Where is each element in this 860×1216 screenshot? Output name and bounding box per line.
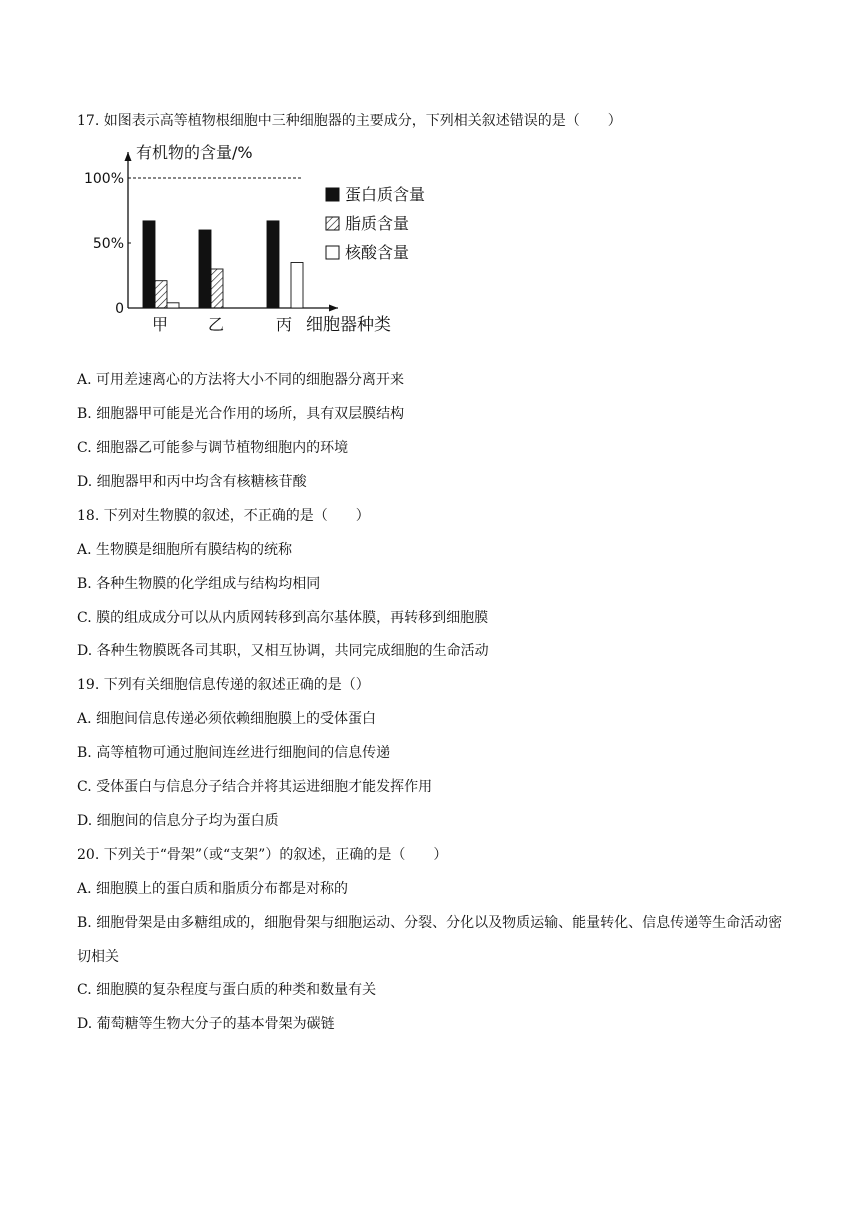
q17-option-a: A. 可用差速离心的方法将大小不同的细胞器分离开来 bbox=[77, 372, 405, 388]
bar-蛋白质含量-丙 bbox=[267, 221, 279, 308]
y-axis-label: 有机物的含量/% bbox=[136, 143, 253, 162]
y-tick-label: 0 bbox=[115, 301, 124, 317]
y-tick-label: 100% bbox=[83, 171, 124, 187]
x-axis-label: 细胞器种类 bbox=[306, 315, 391, 335]
q19-option-c: C. 受体蛋白与信息分子结合并将其运进细胞才能发挥作用 bbox=[77, 779, 433, 795]
x-axis-arrow-icon bbox=[329, 305, 338, 312]
q19-option-b: B. 高等植物可通过胞间连丝进行细胞间的信息传递 bbox=[77, 745, 391, 761]
q20-option-d: D. 葡萄糖等生物大分子的基本骨架为碳链 bbox=[77, 1016, 335, 1032]
bar-脂质含量-甲 bbox=[155, 281, 167, 308]
q18-option-c: C. 膜的组成成分可以从内质网转移到高尔基体膜，再转移到细胞膜 bbox=[77, 610, 489, 626]
x-category-label: 甲 bbox=[151, 315, 169, 334]
legend-label: 脂质含量 bbox=[345, 214, 410, 233]
q20-option-a: A. 细胞膜上的蛋白质和脂质分布都是对称的 bbox=[77, 881, 349, 897]
q18-option-d: D. 各种生物膜既各司其职，又相互协调，共同完成细胞的生命活动 bbox=[77, 643, 489, 659]
legend-swatch bbox=[326, 217, 339, 230]
bar-脂质含量-乙 bbox=[211, 269, 223, 308]
q17-option-b: B. 细胞器甲可能是光合作用的场所，具有双层膜结构 bbox=[77, 406, 405, 422]
q20-option-c: C. 细胞膜的复杂程度与蛋白质的种类和数量有关 bbox=[77, 982, 377, 998]
bar-核酸含量-丙 bbox=[291, 263, 303, 309]
q19-option-d: D. 细胞间的信息分子均为蛋白质 bbox=[77, 813, 279, 829]
y-axis-arrow-icon bbox=[125, 152, 132, 161]
legend-swatch bbox=[326, 188, 339, 201]
bar-蛋白质含量-甲 bbox=[143, 221, 155, 308]
y-tick-label: 50% bbox=[92, 236, 124, 252]
q18-option-b: B. 各种生物膜的化学组成与结构均相同 bbox=[77, 576, 321, 592]
q19-option-a: A. 细胞间信息传递必须依赖细胞膜上的受体蛋白 bbox=[77, 711, 377, 727]
q18-option-a: A. 生物膜是细胞所有膜结构的统称 bbox=[77, 542, 293, 558]
x-category-label: 乙 bbox=[207, 315, 225, 334]
q17-stem: 17. 如图表示高等植物根细胞中三种细胞器的主要成分，下列相关叙述错误的是（ ） bbox=[77, 113, 622, 129]
q19-stem: 19. 下列有关细胞信息传递的叙述正确的是（） bbox=[77, 677, 370, 693]
q17-option-c: C. 细胞器乙可能参与调节植物细胞内的环境 bbox=[77, 440, 349, 456]
legend-swatch bbox=[326, 246, 339, 259]
q17-bar-chart bbox=[70, 140, 450, 340]
q17-option-d: D. 细胞器甲和丙中均含有核糖核苷酸 bbox=[77, 474, 307, 490]
q20-option-b: B. 细胞骨架是由多糖组成的，细胞骨架与细胞运动、分裂、分化以及物质运输、能量转化、信息传递等生命活动密切相关 bbox=[77, 915, 783, 965]
q20-stem: 20. 下列关于“骨架”（或“支架”）的叙述，正确的是（ ） bbox=[77, 847, 448, 863]
bar-蛋白质含量-乙 bbox=[199, 230, 211, 308]
x-category-label: 丙 bbox=[275, 315, 293, 334]
legend-label: 蛋白质含量 bbox=[345, 185, 426, 204]
legend-label: 核酸含量 bbox=[345, 243, 410, 262]
bar-核酸含量-甲 bbox=[167, 303, 179, 308]
q18-stem: 18. 下列对生物膜的叙述，不正确的是（ ） bbox=[77, 508, 370, 524]
